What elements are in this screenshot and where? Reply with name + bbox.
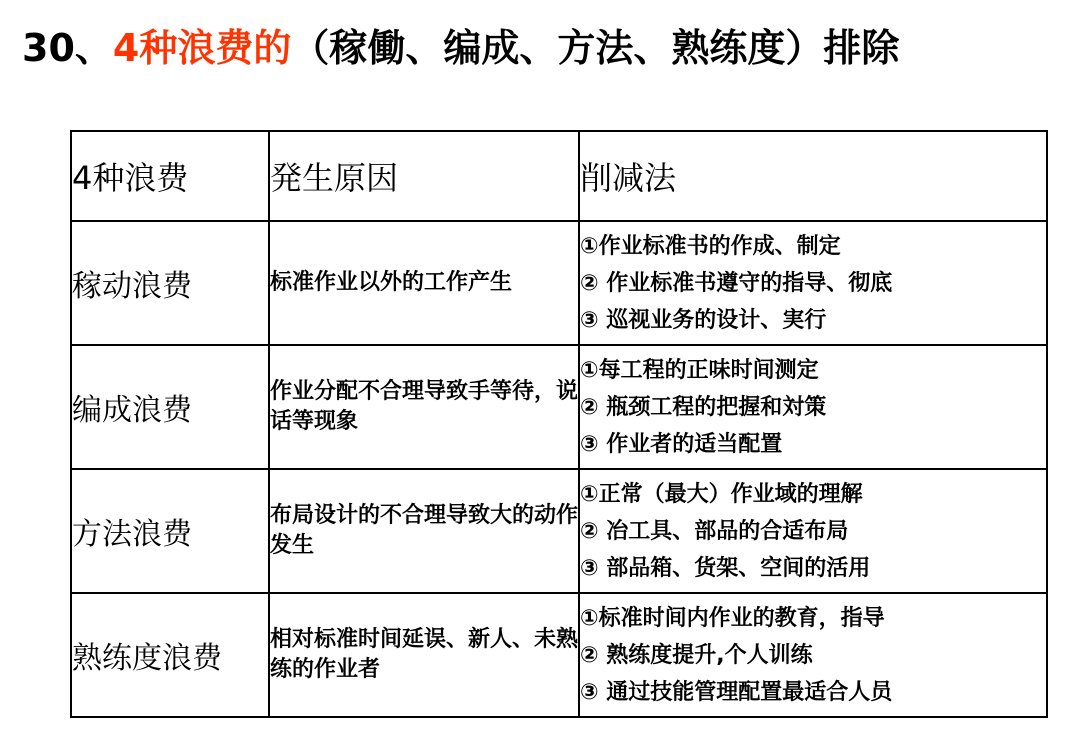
title-suffix: （稼働、编成、方法、熟练度）排除: [291, 26, 900, 70]
cause-cell: 相对标准时间延误、新人、未熟练的作业者: [269, 593, 579, 717]
methods-cell: [579, 469, 1047, 593]
table-row: [71, 221, 1047, 345]
method-item: ③ 部品箱、货架、空间的活用: [580, 555, 871, 581]
waste-name-cell: 编成浪费: [71, 345, 269, 469]
method-item: ② 冶工具、部品的合适布局: [580, 518, 849, 544]
page-title: [22, 18, 899, 78]
waste-name-cell: 熟练度浪费: [71, 593, 269, 717]
waste-name-cell: 稼动浪费: [71, 221, 269, 345]
header-cause: 発生原因: [269, 131, 579, 221]
header-waste-type: 4种浪费: [71, 131, 269, 221]
header-reduction-method: 削减法: [579, 131, 1047, 221]
waste-table: [70, 130, 1048, 718]
method-item: ② 熟练度提升,个人训练: [580, 642, 813, 668]
table-row: [71, 469, 1047, 593]
title-prefix: 30、: [22, 26, 113, 70]
table-row: [71, 593, 1047, 717]
title-highlight: 4种浪费的: [112, 26, 292, 70]
table-header-row: [71, 131, 1047, 221]
cause-cell: 作业分配不合理导致手等待，说话等现象: [269, 345, 579, 469]
method-item: ①正常（最大）作业域的理解: [580, 481, 863, 507]
waste-name-cell: 方法浪费: [71, 469, 269, 593]
cause-cell: 布局设计的不合理导致大的动作发生: [269, 469, 579, 593]
methods-cell: [579, 221, 1047, 345]
methods-cell: [579, 345, 1047, 469]
method-item: ①作业标准书的作成、制定: [580, 233, 841, 259]
method-item: ①标准时间内作业的教育，指导: [580, 605, 885, 631]
methods-cell: [579, 593, 1047, 717]
method-item: ② 瓶颈工程的把握和対策: [580, 394, 827, 420]
cause-cell: 标准作业以外的工作产生: [269, 221, 579, 345]
method-item: ③ 巡视业务的设计、実行: [580, 307, 827, 333]
table-row: [71, 345, 1047, 469]
method-item: ①每工程的正味时间测定: [580, 357, 819, 383]
method-item: ② 作业标准书遵守的指导、彻底: [580, 270, 893, 296]
method-item: ③ 通过技能管理配置最适合人员: [580, 679, 893, 705]
method-item: ③ 作业者的适当配置: [580, 431, 783, 457]
